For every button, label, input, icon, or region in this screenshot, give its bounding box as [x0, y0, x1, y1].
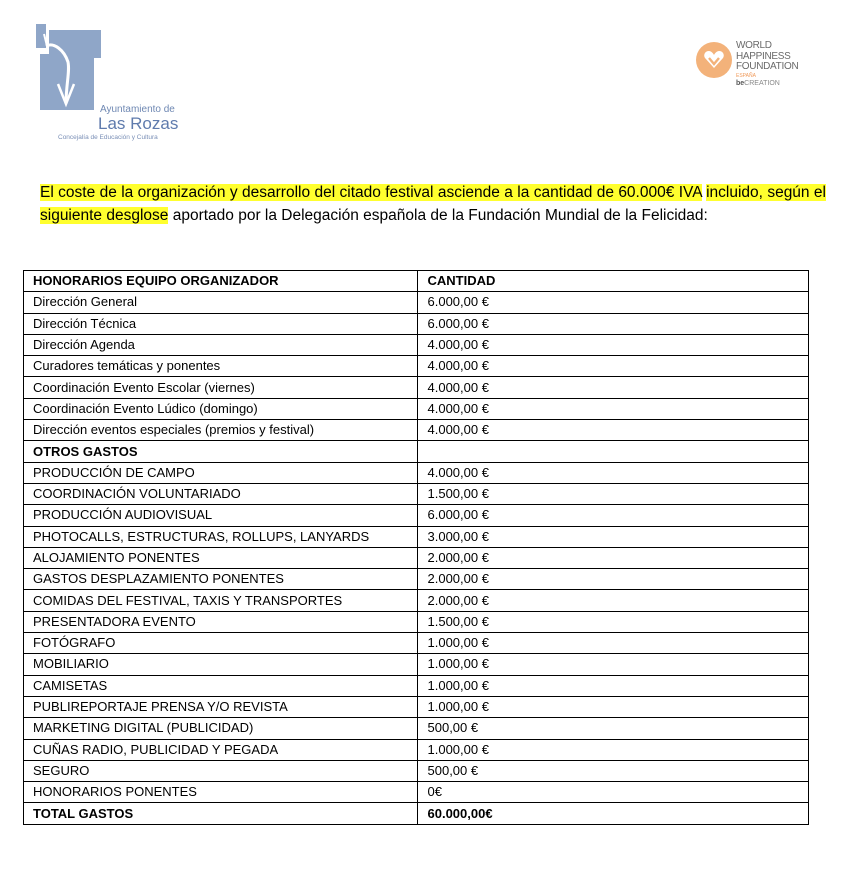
row-concept: CUÑAS RADIO, PUBLICIDAD Y PEGADA: [24, 739, 418, 760]
row-concept: Dirección eventos especiales (premios y festival): [24, 420, 418, 441]
row-amount: 2.000,00 €: [417, 569, 809, 590]
row-concept: Dirección Técnica: [24, 313, 418, 334]
row-concept: SEGURO: [24, 760, 418, 781]
intro-highlight-2: incluido, según el siguiente desglose: [40, 183, 826, 224]
whf-line-3: FOUNDATION: [736, 61, 799, 72]
whf-tagline: [736, 80, 780, 87]
table-header-row: [24, 271, 809, 292]
row-concept: PRESENTADORA EVENTO: [24, 611, 418, 632]
row-amount: [417, 441, 809, 462]
deer-figure-icon: [36, 24, 106, 114]
header-concept: HONORARIOS EQUIPO ORGANIZADOR: [24, 271, 418, 292]
table-row: [24, 633, 809, 654]
table-row: [24, 420, 809, 441]
table-row: [24, 334, 809, 355]
table-row: [24, 356, 809, 377]
row-amount: 2.000,00 €: [417, 590, 809, 611]
whf-tag-rest: CREATION: [744, 80, 780, 87]
logo-line-2: Las Rozas: [98, 114, 179, 133]
table-row: [24, 462, 809, 483]
row-amount: 500,00 €: [417, 760, 809, 781]
row-concept: Dirección General: [24, 292, 418, 313]
table-row: [24, 696, 809, 717]
row-concept: HONORARIOS PONENTES: [24, 782, 418, 803]
row-amount: 1.000,00 €: [417, 654, 809, 675]
table-row: [24, 782, 809, 803]
table-row: [24, 739, 809, 760]
whf-line-2: HAPPINESS: [736, 50, 791, 62]
table-row: [24, 377, 809, 398]
row-concept: PUBLIREPORTAJE PRENSA Y/O REVISTA: [24, 696, 418, 717]
table-row: [24, 313, 809, 334]
row-amount: 4.000,00 €: [417, 377, 809, 398]
row-amount: 6.000,00 €: [417, 292, 809, 313]
row-concept: Coordinación Evento Lúdico (domingo): [24, 398, 418, 419]
budget-table: [23, 270, 809, 825]
ayuntamiento-las-rozas-logo: [36, 24, 196, 141]
row-concept: MARKETING DIGITAL (PUBLICIDAD): [24, 718, 418, 739]
table-row: [24, 398, 809, 419]
table-row: [24, 505, 809, 526]
total-label: TOTAL GASTOS: [24, 803, 418, 824]
row-concept: ALOJAMIENTO PONENTES: [24, 547, 418, 568]
section-heading: OTROS GASTOS: [24, 441, 418, 462]
table-row: [24, 654, 809, 675]
row-concept: MOBILIARIO: [24, 654, 418, 675]
row-amount: 4.000,00 €: [417, 420, 809, 441]
whf-country: ESPAÑA: [736, 73, 756, 79]
table-row: [24, 611, 809, 632]
table-row: [24, 718, 809, 739]
row-concept: COMIDAS DEL FESTIVAL, TAXIS Y TRANSPORTES: [24, 590, 418, 611]
row-amount: 1.000,00 €: [417, 675, 809, 696]
logo-line-1: Ayuntamiento de: [100, 104, 175, 115]
row-amount: 1.000,00 €: [417, 696, 809, 717]
row-amount: 4.000,00 €: [417, 398, 809, 419]
row-concept: PHOTOCALLS, ESTRUCTURAS, ROLLUPS, LANYARDS: [24, 526, 418, 547]
row-amount: 6.000,00 €: [417, 313, 809, 334]
intro-rest: aportado por la Delegación española de la Fundación Mundial de la Felicidad:: [168, 206, 708, 224]
table-row: [24, 675, 809, 696]
row-amount: 500,00 €: [417, 718, 809, 739]
table-section-row: [24, 441, 809, 462]
logo-line-3: Concejalía de Educación y Cultura: [58, 134, 158, 141]
row-amount: 1.000,00 €: [417, 739, 809, 760]
table-row: [24, 483, 809, 504]
whf-line-1: WORLD: [736, 40, 772, 51]
table-row: [24, 569, 809, 590]
row-amount: 4.000,00 €: [417, 356, 809, 377]
row-concept: Dirección Agenda: [24, 334, 418, 355]
world-happiness-foundation-logo: [696, 40, 816, 100]
row-amount: 0€: [417, 782, 809, 803]
table-row: [24, 590, 809, 611]
table-row: [24, 526, 809, 547]
table-row: [24, 547, 809, 568]
row-amount: 4.000,00 €: [417, 462, 809, 483]
row-concept: FOTÓGRAFO: [24, 633, 418, 654]
row-concept: COORDINACIÓN VOLUNTARIADO: [24, 483, 418, 504]
row-concept: PRODUCCIÓN DE CAMPO: [24, 462, 418, 483]
budget-table-body: [24, 271, 809, 825]
row-amount: 2.000,00 €: [417, 547, 809, 568]
table-row: [24, 292, 809, 313]
row-amount: 1.500,00 €: [417, 611, 809, 632]
total-amount: 60.000,00€: [417, 803, 809, 824]
row-amount: 4.000,00 €: [417, 334, 809, 355]
table-row: [24, 760, 809, 781]
whf-tag-be: be: [736, 80, 745, 87]
row-concept: GASTOS DESPLAZAMIENTO PONENTES: [24, 569, 418, 590]
row-amount: 6.000,00 €: [417, 505, 809, 526]
intro-paragraph: [40, 181, 826, 227]
row-concept: CAMISETAS: [24, 675, 418, 696]
row-concept: Curadores temáticas y ponentes: [24, 356, 418, 377]
row-concept: PRODUCCIÓN AUDIOVISUAL: [24, 505, 418, 526]
intro-highlight-1: El coste de la organización y desarrollo del citado festival asciende a la cantidad de 60.000€ IVA: [40, 183, 702, 201]
table-total-row: [24, 803, 809, 824]
row-amount: 3.000,00 €: [417, 526, 809, 547]
row-concept: Coordinación Evento Escolar (viernes): [24, 377, 418, 398]
whf-wordmark: [736, 41, 798, 73]
heart-circle-icon: [696, 42, 732, 78]
row-amount: 1.000,00 €: [417, 633, 809, 654]
header-amount: CANTIDAD: [417, 271, 809, 292]
row-amount: 1.500,00 €: [417, 483, 809, 504]
